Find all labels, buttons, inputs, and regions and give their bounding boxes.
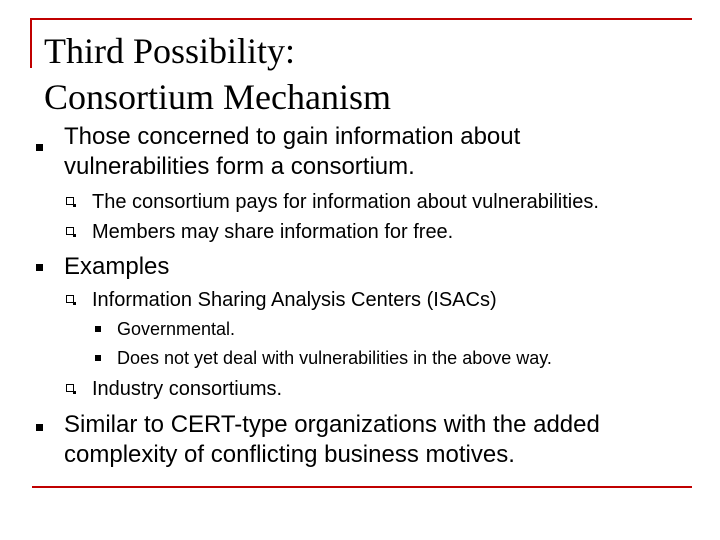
bullet-2a-ii-small-square-icon: [95, 355, 101, 361]
bullet-2a-i-small-square-icon: [95, 326, 101, 332]
title-line-1: Third Possibility:: [44, 31, 296, 71]
bullet-3-line-2: complexity of conflicting business motives.: [64, 441, 515, 468]
bullet-2a-text: Information Sharing Analysis Centers (ISACs): [92, 289, 497, 311]
bullet-2a-ii-text: Does not yet deal with vulnerabilities in the above way.: [117, 348, 552, 368]
bullet-1b-hollow-square-icon: [66, 227, 74, 235]
bullet-2a-hollow-square-icon: [66, 295, 74, 303]
bullet-2-text: Examples: [64, 253, 170, 280]
bullet-3-line-1: Similar to CERT-type organizations with the added: [64, 411, 600, 438]
bullet-1b-text: Members may share information for free.: [92, 221, 454, 243]
bullet-1-square-icon: [36, 144, 43, 151]
bullet-1-line-2: vulnerabilities form a consortium.: [64, 153, 415, 180]
bottom-rule: [32, 486, 692, 488]
bullet-3-square-icon: [36, 424, 43, 431]
bullet-2b-text: Industry consortiums.: [92, 378, 283, 400]
bullet-3-text: [64, 410, 600, 470]
bullet-2-square-icon: [36, 264, 43, 271]
bullet-2a-i-text: Governmental.: [117, 319, 236, 339]
bullet-1-text: [64, 122, 520, 182]
title-line-2: Consortium Mechanism: [44, 77, 391, 117]
bullet-1a-text: The consortium pays for information about vulnerabilities.: [92, 191, 599, 213]
bullet-2b-hollow-square-icon: [66, 384, 74, 392]
bullet-1a-hollow-square-icon: [66, 197, 74, 205]
bullet-1-line-1: Those concerned to gain information about: [64, 123, 521, 150]
